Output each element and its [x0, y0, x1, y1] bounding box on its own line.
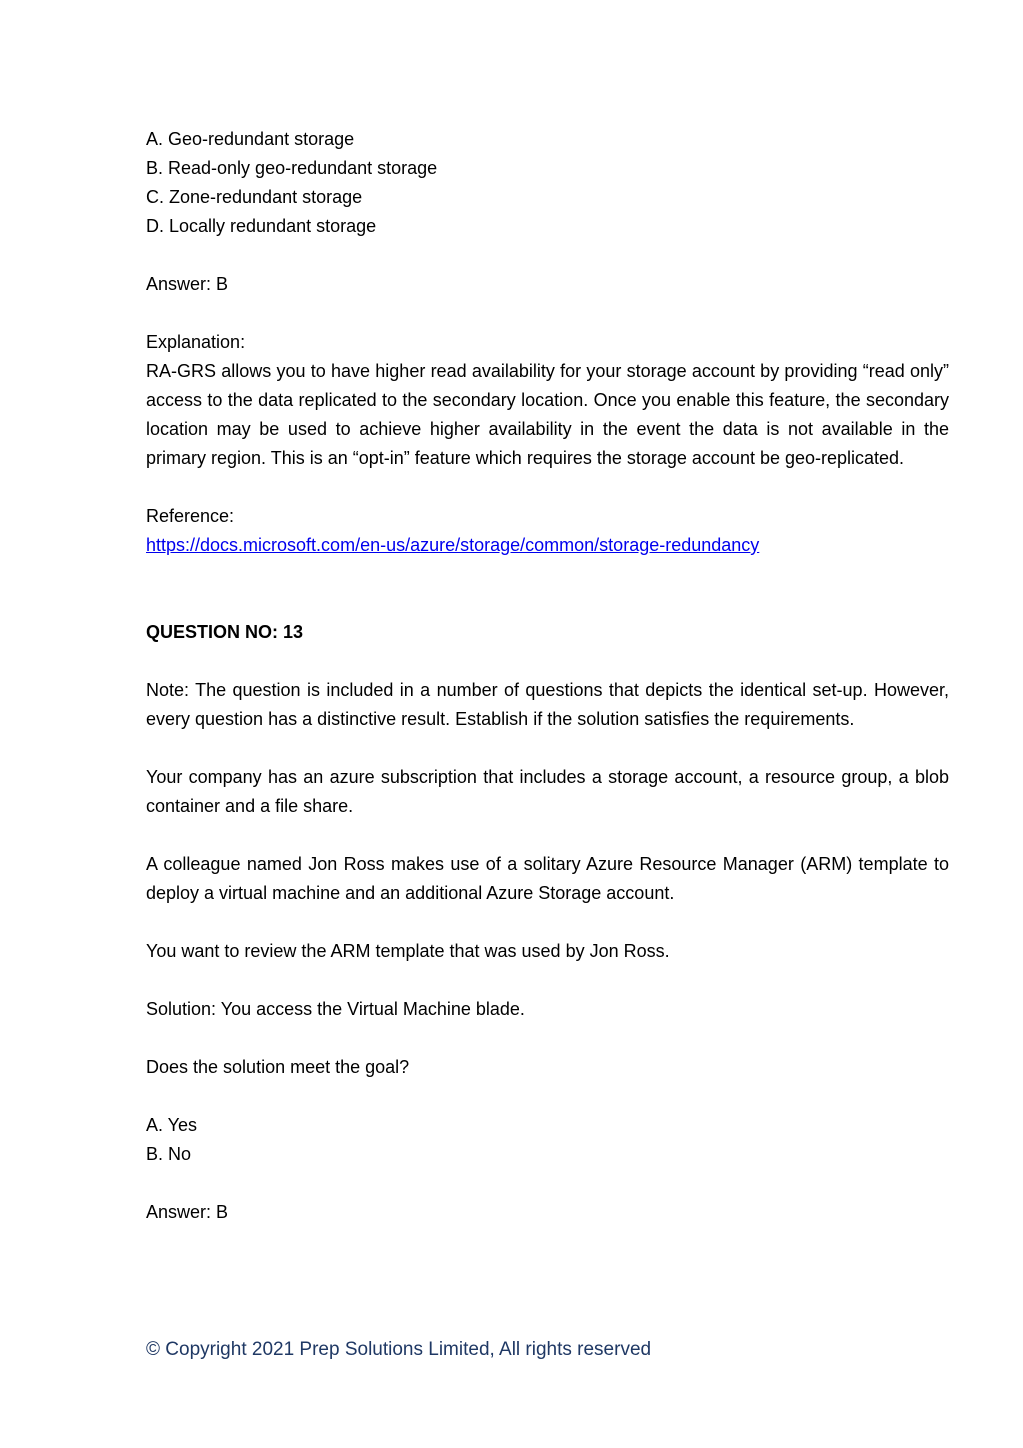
question-prompt: Does the solution meet the goal? [146, 1057, 410, 1077]
question-paragraph-2: A colleague named Jon Ross makes use of a solitary Azure Resource Manager (ARM) template to deploy a virtual machine and an additional Azure Storage account. [146, 854, 949, 903]
reference-link[interactable]: https://docs.microsoft.com/en-us/azure/storage/common/storage-redundancy [146, 535, 760, 555]
answer: Answer: B [146, 274, 229, 294]
question-answer: Answer: B [146, 1202, 229, 1222]
option-d: D. Locally redundant storage [146, 216, 377, 236]
question-note: Note: The question is included in a number of questions that depicts the identical set-up. However, every question has a distinctive result. Establish if the solution satisfies the requirements. [146, 680, 949, 729]
footer-copyright: © Copyright 2021 Prep Solutions Limited, All rights reserved [146, 1339, 652, 1360]
option-no: B. No [146, 1144, 192, 1164]
option-yes: A. Yes [146, 1115, 198, 1135]
question-paragraph-1: Your company has an azure subscription that includes a storage account, a resource group, a blob container and a file share. [146, 767, 949, 816]
question-title: QUESTION NO: 13 [146, 622, 304, 642]
option-c: C. Zone-redundant storage [146, 187, 363, 207]
document-body [146, 125, 949, 1227]
explanation-heading: Explanation: [146, 332, 246, 352]
solution-text: Solution: You access the Virtual Machine blade. [146, 999, 525, 1019]
explanation-text: RA-GRS allows you to have higher read availability for your storage account by providing “read only” access to the data replicated to the secondary location. Once you enable this feature, the secondary location may be used to achieve higher availability in the event the data is not available in the primary region. This is an “opt-in” feature which requires the storage account be geo-replicated. [146, 361, 949, 468]
question-paragraph-3: You want to review the ARM template that was used by Jon Ross. [146, 941, 670, 961]
reference-heading: Reference: [146, 506, 235, 526]
option-a: A. Geo-redundant storage [146, 129, 355, 149]
option-b: B. Read-only geo-redundant storage [146, 158, 438, 178]
